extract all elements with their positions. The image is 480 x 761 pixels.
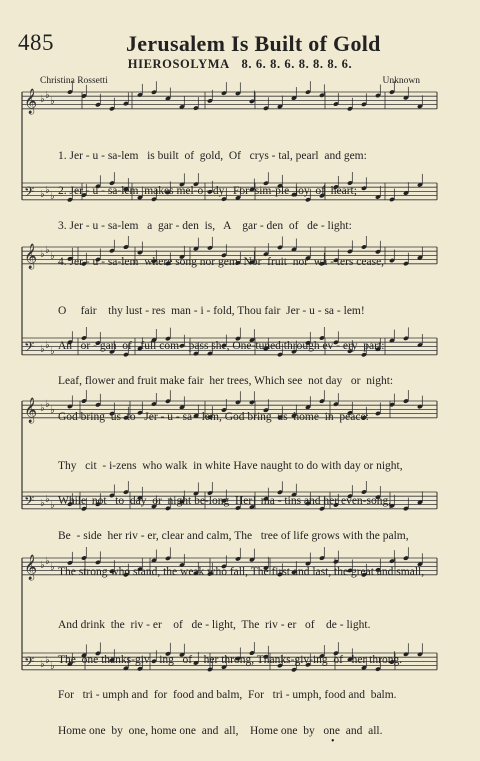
flat-sign: ♭ xyxy=(50,405,55,416)
lyric-line: 1. Jer - u - sa-lem is built of gold, Of crys - tal, pearl and gem: xyxy=(58,149,367,162)
flat-sign: ♭ xyxy=(50,661,55,672)
flat-sign: ♭ xyxy=(45,655,50,666)
hymn-number: 485 xyxy=(18,30,54,55)
flat-sign: ♭ xyxy=(40,249,45,260)
page-mark: • xyxy=(331,736,335,747)
meter: 8. 6. 8. 6. 8. 8. 8. 6. xyxy=(241,57,353,71)
flat-sign: ♭ xyxy=(45,556,50,567)
lyric-line: The one thanks-giv - ing of her throng, Thanks-giv-ing of her throng. xyxy=(58,653,403,666)
flat-sign: ♭ xyxy=(45,399,50,410)
flat-sign: ♭ xyxy=(45,245,50,256)
flat-sign: ♭ xyxy=(45,90,50,101)
flat-sign: ♭ xyxy=(50,562,55,573)
lyrics-system-4 xyxy=(58,596,438,761)
treble-clef: 𝄞 xyxy=(24,243,38,269)
lyric-line: And drink the riv - er of de - light, The riv - er of de - light. xyxy=(58,618,371,631)
treble-clef: 𝄞 xyxy=(24,554,38,580)
lyric-line: 2. Jer - u - sa-lem makes mel-o - dy For sim-ple joy of heart; xyxy=(58,184,357,197)
lyrics-system-1 xyxy=(58,127,438,292)
lyrics-system-3 xyxy=(58,437,438,602)
lyric-line: Be - side her riv - er, clear and calm, The tree of life grows with the palm, xyxy=(58,530,409,543)
flat-sign: ♭ xyxy=(50,346,55,357)
lyric-line: For tri - umph and for food and balm, For tri - umph, food and balm. xyxy=(58,689,397,702)
author: Christina Rossetti xyxy=(40,76,108,86)
flat-sign: ♭ xyxy=(50,96,55,107)
lyric-line: Leaf, flower and fruit make fair her trees, Which see not day or night: xyxy=(58,375,394,388)
lyric-line: God bring us to Jer - u - sa - lem, God bring us home in peace: xyxy=(58,410,369,423)
lyric-line: Home one by one, home one and all, Home one by one and all. xyxy=(58,724,383,737)
flat-sign: ♭ xyxy=(40,94,45,105)
flat-sign: ♭ xyxy=(50,251,55,262)
flat-sign: ♭ xyxy=(45,494,50,505)
flat-sign: ♭ xyxy=(45,185,50,196)
flat-sign: ♭ xyxy=(45,340,50,351)
flat-sign: ♭ xyxy=(40,403,45,414)
treble-clef: 𝄞 xyxy=(24,397,38,423)
lyric-line: Thy cit - i-zens who walk in white Have naught to do with day or night, xyxy=(58,459,403,472)
flat-sign: ♭ xyxy=(40,344,45,355)
lyric-line: The strong who stand, the weak who fall, The first and last, the great and small, xyxy=(58,565,425,578)
lyric-line: While not to day or night be-long Her ma - tins and her even-song, xyxy=(58,494,392,507)
flat-sign: ♭ xyxy=(50,500,55,511)
composer: Unknown xyxy=(382,76,420,86)
treble-clef: 𝄞 xyxy=(24,88,38,114)
flat-sign: ♭ xyxy=(50,191,55,202)
lyric-line: 3. Jer - u - sa-lem a gar - den is, A gar - den of de - light: xyxy=(58,220,352,233)
tune-name: HIEROSOLYMA xyxy=(127,57,230,71)
bass-clef: 𝄢 xyxy=(24,338,35,358)
hymn-title: Jerusalem Is Built of Gold xyxy=(126,31,381,56)
bass-clef: 𝄢 xyxy=(24,653,35,673)
flat-sign: ♭ xyxy=(40,189,45,200)
lyric-line: O fair thy lust - res man - i - fold, Thou fair Jer - u - sa - lem! xyxy=(58,304,365,317)
flat-sign: ♭ xyxy=(40,560,45,571)
lyric-line: 4. Jer - u - sa-lem where song nor gem Nor fruit nor wa - ters cease, xyxy=(58,255,385,268)
flat-sign: ♭ xyxy=(40,498,45,509)
lyric-line: An or - gan of full com - pass she, One-tuned through ev - ery part: xyxy=(58,339,385,352)
bass-clef: 𝄢 xyxy=(24,183,35,203)
lyrics-system-2 xyxy=(58,282,438,447)
flat-sign: ♭ xyxy=(40,659,45,670)
bass-clef: 𝄢 xyxy=(24,492,35,512)
